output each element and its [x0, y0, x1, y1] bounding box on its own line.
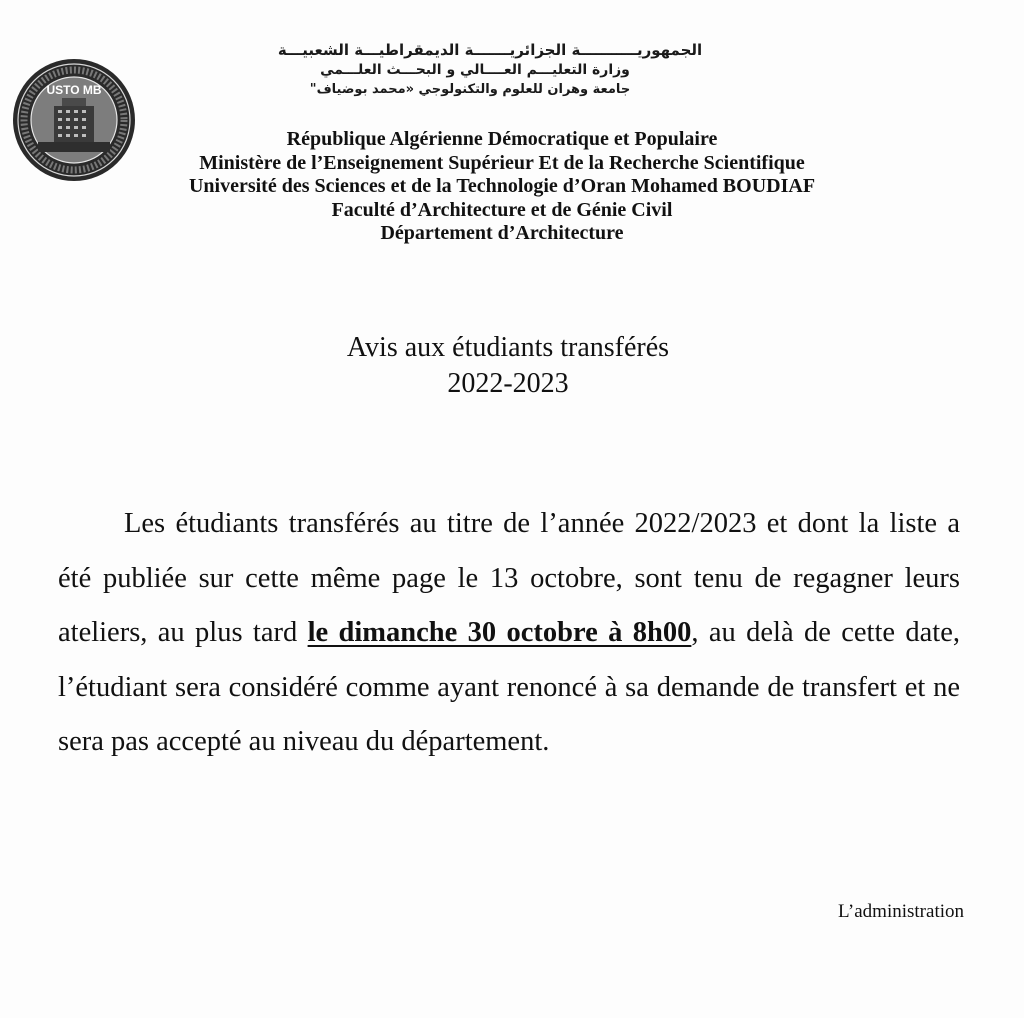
body-text-intro: Les étudiants transférés au titre de l’année 2022/2023 et dont la liste a été publiée sur cette même page le 13 octobre, sont tenu de regagner leurs ateliers, au plus tard [58, 508, 960, 648]
deadline-text: le dimanche 30 octobre à 8h00 [307, 617, 692, 648]
notice-title [200, 330, 816, 402]
header-university: Université des Sciences et de la Technologie d’Oran Mohamed BOUDIAF [188, 175, 816, 197]
notice-title-text: Avis aux étudiants transférés [346, 332, 670, 363]
header-department: Département d’Architecture [380, 222, 624, 244]
notice-body [58, 497, 960, 770]
arabic-line-ministry: وزارة التعليـــم العــــالي و البحـــث العلـــمي [320, 62, 630, 78]
seal-lettering: USTO MB [46, 83, 102, 97]
arabic-line-republic: الجمهوريـــــــــــة الجزائريـــــــة الديمقراطيـــة الشعبيـــة [277, 41, 703, 59]
header-faculty: Faculté d’Architecture et de Génie Civil [331, 198, 673, 221]
arabic-line-university: جامعة وهران للعلوم والتكنولوجي «محمد بوضياف" [309, 82, 631, 97]
notice-year: 2022-2023 [447, 368, 569, 399]
french-header [100, 128, 904, 246]
signature: L’administration [838, 901, 964, 922]
body-text-conclusion: , au delà de cette date, l’étudiant sera considéré comme ayant renoncé à sa demande de transfert et ne sera pas accepté au niveau du département. [58, 617, 960, 757]
header-republic: République Algérienne Démocratique et Populaire [286, 128, 718, 150]
arabic-header [200, 40, 780, 100]
header-ministry: Ministère de l’Enseignement Supérieur Et de la Recherche Scientifique [199, 151, 805, 174]
